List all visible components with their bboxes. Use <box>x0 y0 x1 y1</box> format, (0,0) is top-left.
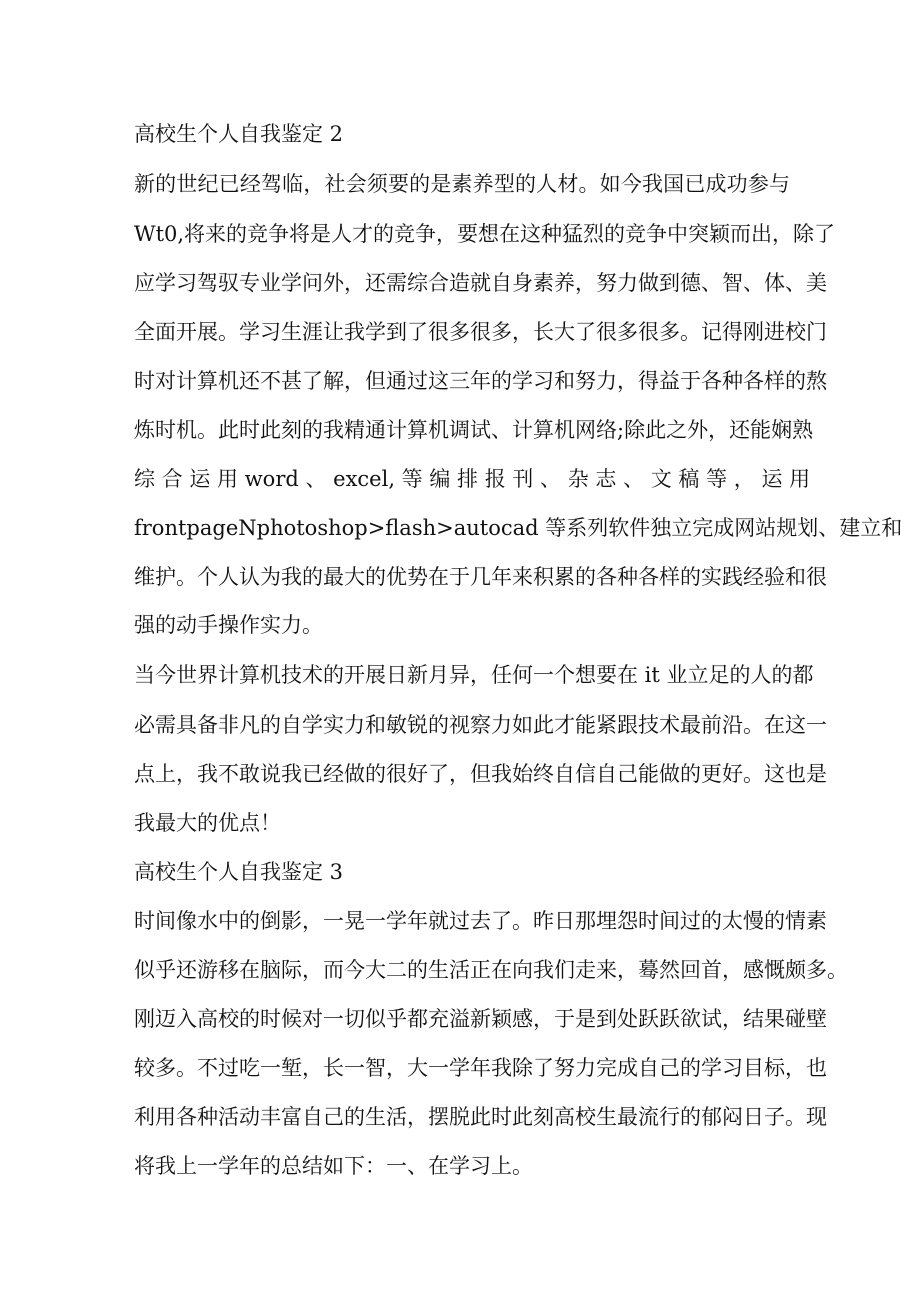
section-heading-3: 高校生个人自我鉴定 3 <box>134 860 344 884</box>
paragraph-line: 综 合 运 用 word 、 excel, 等 编 排 报 刊 、 杂 志 、 文 稿 等 ， 运 用 <box>134 467 811 491</box>
paragraph-line: 必需具备非凡的自学实力和敏锐的视察力如此才能紧跟技术最前沿。在这一 <box>134 713 827 737</box>
section-heading-2: 高校生个人自我鉴定 2 <box>134 122 344 146</box>
paragraph-line: 维护。个人认为我的最大的优势在于几年来积累的各种各样的实践经验和很 <box>134 565 827 589</box>
paragraph-line: 点上，我不敢说我已经做的很好了，但我始终自信自己能做的更好。这也是 <box>134 762 827 786</box>
paragraph-line: 当今世界计算机技术的开展日新月异，任何一个想要在 it 业立足的人的都 <box>134 663 814 687</box>
paragraph-line: Wt0,将来的竞争将是人才的竞争，要想在这种猛烈的竞争中突颖而出，除了 <box>134 222 836 246</box>
paragraph-line: frontpageNphotoshop>flash>autocad 等系列软件独立完成网站规划、建立和 <box>134 516 903 540</box>
paragraph-line: 时间像水中的倒影，一晃一学年就过去了。昨日那埋怨时间过的太慢的情素 <box>134 909 827 933</box>
paragraph-line: 刚迈入高校的时候对一切似乎都充溢新颖感，于是到处跃跃欲试，结果碰壁 <box>134 1007 827 1031</box>
paragraph-line: 全面开展。学习生涯让我学到了很多很多，长大了很多很多。记得刚进校门 <box>134 320 827 344</box>
paragraph-line: 将我上一学年的总结如下：一、在学习上。 <box>134 1154 533 1178</box>
paragraph-line: 利用各种活动丰富自己的生活，摆脱此时此刻高校生最流行的郁闷日子。现 <box>134 1105 827 1129</box>
paragraph-line: 时对计算机还不甚了解，但通过这三年的学习和努力，得益于各种各样的熬 <box>134 369 827 393</box>
paragraph-line: 强的动手操作实力。 <box>134 613 323 637</box>
paragraph-line: 应学习驾驭专业学问外，还需综合造就自身素养，努力做到德、智、体、美 <box>134 271 827 295</box>
paragraph-line: 新的世纪已经驾临，社会须要的是素养型的人材。如今我国已成功参与 <box>134 172 790 196</box>
paragraph-line: 较多。不过吃一堑，长一智，大一学年我除了努力完成自己的学习目标，也 <box>134 1056 827 1080</box>
paragraph-line: 炼时机。此时此刻的我精通计算机调试、计算机网络;除此之外，还能娴熟 <box>134 418 814 442</box>
paragraph-line: 似乎还游移在脑际，而今大二的生活正在向我们走来，蓦然回首，感慨颇多。 <box>134 958 848 982</box>
paragraph-line: 我最大的优点！ <box>134 811 281 835</box>
